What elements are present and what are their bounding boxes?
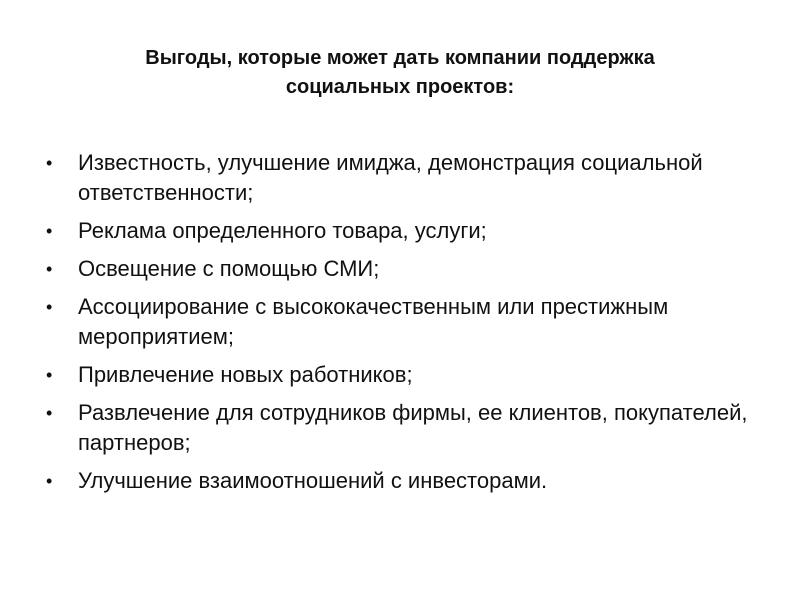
bullet-dot-icon: • xyxy=(46,153,53,173)
bullet-dot-icon: • xyxy=(46,471,53,491)
bullet-item xyxy=(40,360,760,390)
bullet-dot-icon: • xyxy=(46,403,53,423)
bullet-item xyxy=(40,148,760,208)
bullet-text: Привлечение новых работников; xyxy=(78,362,413,387)
bullet-dot-icon: • xyxy=(46,259,53,279)
bullet-text: Известность, улучшение имиджа, демонстрация социальной ответственности; xyxy=(78,150,703,205)
bullet-text: Улучшение взаимоотношений с инвесторами. xyxy=(78,468,548,493)
slide-title-line: социальных проектов: xyxy=(285,76,515,98)
bullet-list xyxy=(40,148,760,504)
bullet-item xyxy=(40,292,760,352)
bullet-item xyxy=(40,398,760,458)
bullet-text: Развлечение для сотрудников фирмы, ее клиентов, покупателей, партнеров; xyxy=(78,400,748,455)
bullet-item xyxy=(40,466,760,496)
bullet-dot-icon: • xyxy=(46,221,53,241)
slide-title-line: Выгоды, которые может дать компании поддержка xyxy=(145,47,655,69)
bullet-dot-icon: • xyxy=(46,365,53,385)
bullet-text: Освещение с помощью СМИ; xyxy=(78,256,380,281)
bullet-dot-icon: • xyxy=(46,297,53,317)
bullet-item xyxy=(40,254,760,284)
bullet-text: Реклама определенного товара, услуги; xyxy=(78,218,487,243)
bullet-item xyxy=(40,216,760,246)
bullet-text: Ассоциирование с высококачественным или престижным мероприятием; xyxy=(78,294,669,349)
slide-title xyxy=(60,44,740,102)
